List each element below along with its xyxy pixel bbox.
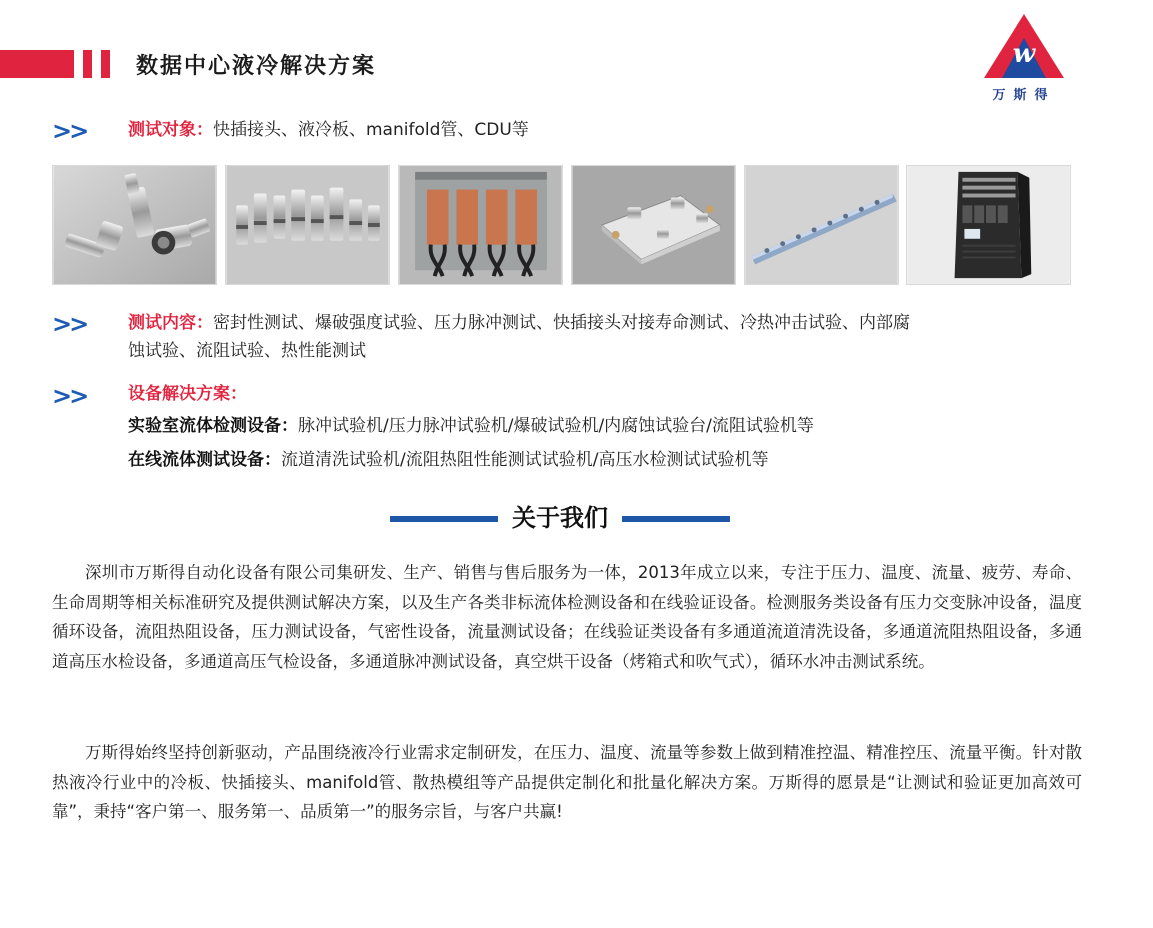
- quick-connectors-row-photo: [225, 165, 390, 285]
- header-red-bar: [0, 50, 74, 78]
- online-equipment-label: 在线流体测试设备：: [128, 450, 281, 470]
- test-content-text-1: 密封性测试、爆破强度试验、压力脉冲测试、快插接头对接寿命测试、冷热冲击试验、内部腐: [213, 313, 910, 333]
- lab-equipment-text: 脉冲试验机/压力脉冲试验机/爆破试验机/内腐蚀试验台/流阻试验机等: [298, 416, 814, 436]
- cold-plate-photo: [571, 165, 736, 285]
- online-equipment-line: [128, 446, 768, 474]
- about-line-right: [622, 516, 730, 522]
- page-title: 数据中心液冷解决方案: [136, 54, 377, 79]
- lab-equipment-label: 实验室流体检测设备：: [128, 416, 298, 436]
- test-content-line-1: [128, 309, 910, 337]
- test-content-line-2: 蚀试验、流阻试验、热性能测试: [128, 341, 366, 361]
- equipment-label: 设备解决方案：: [128, 384, 247, 404]
- section-marker-icon: >>: [52, 310, 87, 338]
- logo-text: 万斯得: [992, 88, 1056, 103]
- cold-plate-assembly-photo: [398, 165, 563, 285]
- about-title: 关于我们: [512, 504, 608, 532]
- section-marker-icon: >>: [52, 382, 87, 410]
- test-content-label: 测试内容：: [128, 313, 213, 333]
- online-equipment-text: 流道清洗试验机/流阻热阻性能测试试验机/高压水检测试试验机等: [281, 450, 769, 470]
- section-marker-icon: >>: [52, 117, 87, 145]
- about-line-left: [390, 516, 498, 522]
- cdu-photo: [906, 165, 1071, 285]
- test-objects-text: 快插接头、液冷板、manifold管、CDU等: [213, 120, 529, 140]
- header-stripe-2: [101, 50, 110, 78]
- header-stripe-1: [83, 50, 92, 78]
- test-objects-line: [128, 116, 529, 144]
- about-paragraph-1: 深圳市万斯得自动化设备有限公司集研发、生产、销售与售后服务为一体，2013年成立以来，专注于压力、温度、流量、疲劳、寿命、生命周期等相关标准研究及提供测试解决方案，以及生产各类非标流体检测设备和在线验证设备。检测服务类设备有压力交变脉冲设备，温度循环设备，流阻热阻设备，压力测试设备，气密性设备，流量测试设备；在线验证类设备有多通道流道清洗设备，多通道流阻热阻设备，多通道高压水检设备，多通道高压气检设备，多通道脉冲测试设备，真空烘干设备（烤箱式和吹气式），循环水冲击测试系统。: [52, 563, 1082, 671]
- quick-connector-photo: [52, 165, 217, 285]
- test-objects-label: 测试对象：: [128, 120, 213, 140]
- lab-equipment-line: [128, 412, 814, 440]
- about-paragraph-2: 万斯得始终坚持创新驱动，产品围绕液冷行业需求定制研发，在压力、温度、流量等参数上做到精准控温、精准控压、流量平衡。针对散热液冷行业中的冷板、快插接头、manifold管、散热模组等产品提供定制化和批量化解决方案。万斯得的愿景是“让测试和验证更加高效可靠”，秉持“客户第一、服务第一、品质第一”的服务宗旨，与客户共赢!: [52, 743, 1082, 821]
- manifold-photo: [744, 165, 899, 285]
- logo-letter: w: [1012, 39, 1036, 69]
- about-heading: [0, 500, 1153, 536]
